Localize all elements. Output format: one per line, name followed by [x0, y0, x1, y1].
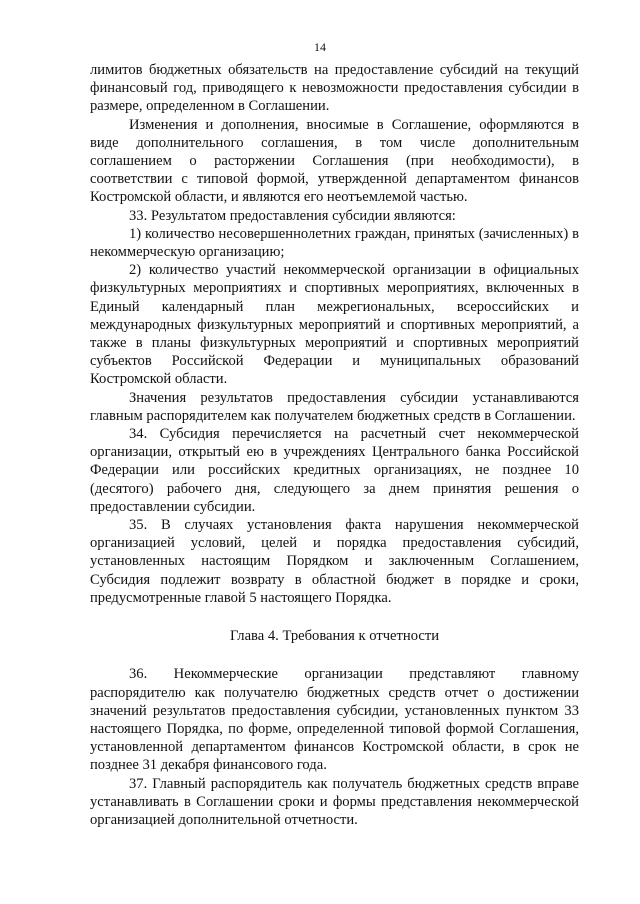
paragraph-33: 33. Результатом предоставления субсидии являются: — [129, 207, 456, 224]
paragraph-continuation: лимитов бюджетных обязательств на предоставление субсидий на текущий финансовый год, приводящего к невозможности предоставления субсидии в размере, определенном в Соглашении. — [90, 62, 579, 115]
paragraph-35: 35. В случаях установления факта нарушения некоммерческой организацией условий, целей и порядка предоставления субсидий, установленных настоящим Порядком и заключенным Соглашением, Субсидия подлежит возврату в областной бюджет в порядке и сроки, предусмотренные главой 5 настоящего Порядка. — [90, 517, 579, 606]
page-number: 14 — [314, 40, 326, 54]
paragraph-33-item-1: 1) количество несовершеннолетних граждан, принятых (зачисленных) в некоммерческую организацию; — [90, 225, 579, 261]
paragraph-37: 37. Главный распорядитель как получатель бюджетных средств вправе устанавливать в Соглашении сроки и формы представления некоммерческой организацией дополнительной отчетности. — [90, 775, 579, 828]
chapter-heading: Глава 4. Требования к отчетности — [229, 628, 440, 645]
spacer — [90, 607, 579, 627]
paragraph-amendments: Изменения и дополнения, вносимые в Соглашение, оформляются в виде дополнительного соглашения, в том числе дополнительным соглашением о расторжении Соглашения (при необходимости), в соответствии с типовой формой, утвержденной департаментом финансов Костромской области, и являются его неотъемлемой частью. — [90, 116, 579, 206]
paragraph-34: 34. Субсидия перечисляется на расчетный счет некоммерческой организации, открытый ею в учреждениях Центрального банка Российской Федерации или российских кредитных организациях, не позднее 10 (десятого) рабочего дня, следующего за днем принятия решения о предоставлении субсидии. — [90, 426, 579, 515]
paragraph-33-item-2: 2) количество участий некоммерческой организации в официальных физкультурных мероприятиях и спортивных мероприятиях, включенных в Единый календарный план межрегиональных, всероссийских и международных физкультурных мероприятий и спортивных мероприятий, а также в планы физкультурных мероприятий и спортивных мероприятий субъектов Российской Федерации и муниципальных образований Костромской области. — [90, 262, 579, 388]
paragraph-36: 36. Некоммерческие организации представляют главному распорядителю как получателю бюджетных средств отчет о достижении значений результатов предоставления субсидии, установленных пунктом 33 настоящего Порядка, по форме, определенной типовой формой Соглашения, установленной департаментом финансов Костромской области, в срок не позднее 31 декабря финансового года. — [90, 666, 579, 774]
spacer — [90, 645, 579, 665]
paragraph-result-values: Значения результатов предоставления субсидии устанавливаются главным распорядителем как получателем бюджетных средств в Соглашении. — [90, 389, 579, 424]
document-body — [90, 61, 579, 829]
